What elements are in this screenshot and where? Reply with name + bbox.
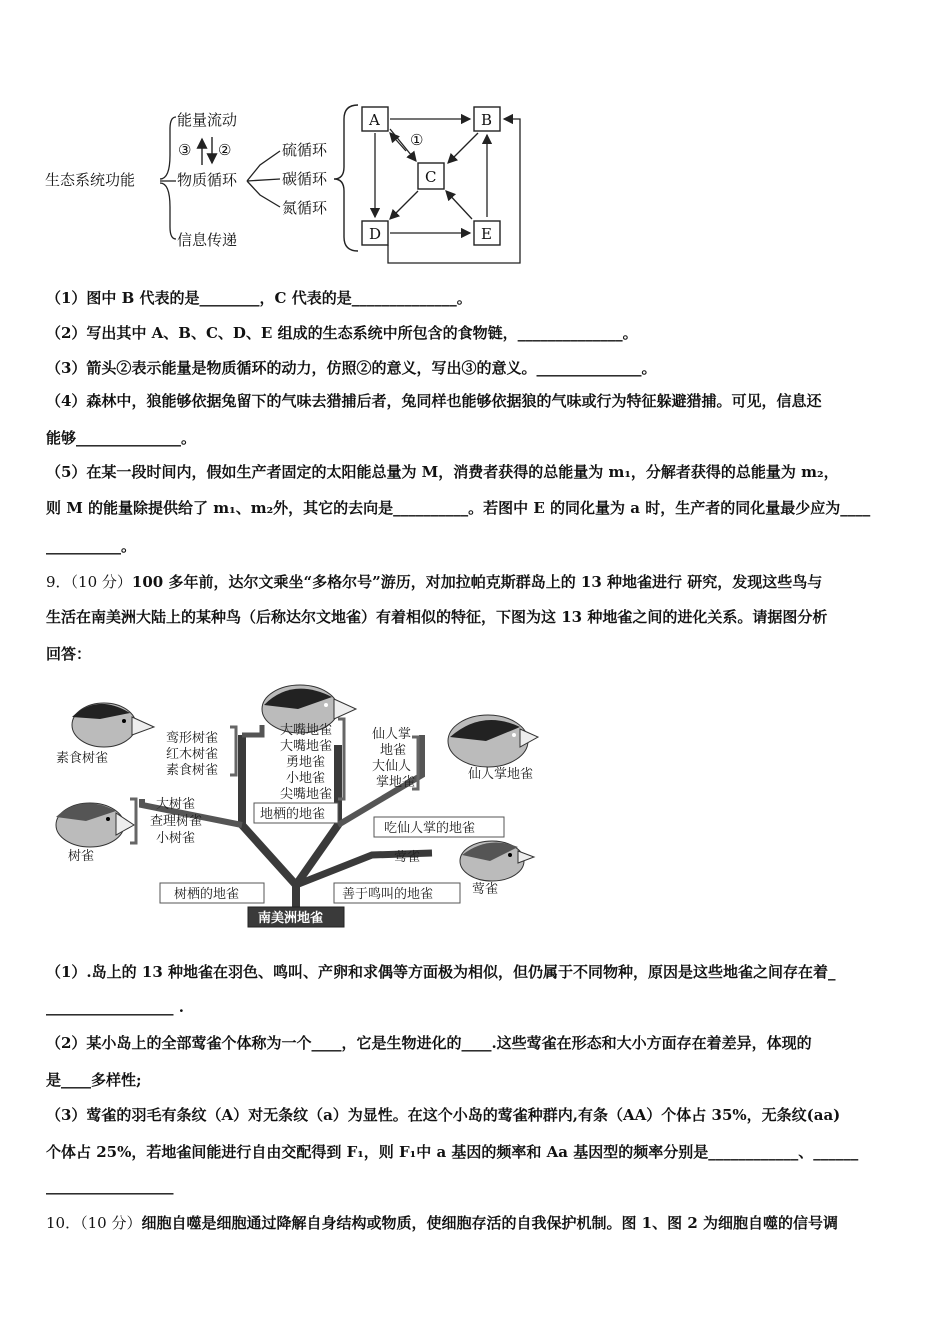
- cactus-eating-box: 吃仙人掌的地雀: [384, 821, 476, 836]
- q9-part2-line1: （2）某小岛上的全部莺雀个体称为一个____，它是生物进化的____.这些莺雀在形态和大小方面存在着差异，体现的: [46, 1034, 812, 1052]
- sulfur-cycle-label: 硫循环: [282, 141, 328, 159]
- node-e: E: [481, 225, 492, 243]
- node-d: D: [369, 225, 382, 243]
- tree-finch-label: 树雀: [68, 849, 95, 864]
- q9-number: 9．（10 分）: [46, 573, 132, 591]
- ground-finch-box: 地栖的地雀: [260, 807, 326, 822]
- root-box: 南美洲地雀: [258, 911, 324, 926]
- group2-species-2: 查理树雀: [150, 814, 203, 829]
- group3-species-1: 大嘴地雀: [280, 723, 333, 738]
- q9-part2-line2: 是____多样性;: [46, 1071, 142, 1089]
- q8-part3: （3）箭头②表示能量是物质循环的动力，仿照②的意义，写出③的意义。______________。: [46, 359, 657, 377]
- carbon-cycle-label: 碳循环: [282, 170, 328, 188]
- q9-intro-line2: 生活在南美洲大陆上的某种鸟（后称达尔文地雀）有着相似的特征，下图为这 13 种地雀之间的进化关系。请据图分析: [46, 608, 828, 626]
- tree-finch-head-icon: [56, 803, 134, 847]
- group4-line-1: 仙人掌: [372, 727, 412, 742]
- cactus-finch-head-icon: [448, 715, 538, 767]
- energy-flow-label: 能量流动: [177, 111, 238, 129]
- info-transfer-label: 信息传递: [177, 231, 238, 249]
- group2-species-3: 小树雀: [156, 831, 196, 846]
- q9-part3-line1: （3）莺雀的羽毛有条纹（A）对无条纹（a）为显性。在这个小岛的莺雀种群内,有条（AA）个体占 35%，无条纹(aa): [46, 1106, 841, 1124]
- group4-line-2: 地雀: [380, 743, 407, 758]
- arrow-1-label: ①: [410, 131, 424, 149]
- nitrogen-cycle-label: 氮循环: [282, 199, 328, 217]
- group4-line-3: 大仙人: [372, 759, 412, 774]
- q10-text: 细胞自噬是细胞通过降解自身结构或物质，使细胞存活的自我保护机制。图 1、图 2 为细胞自噬的信号调: [141, 1214, 838, 1232]
- warbler-finch-label: 莺雀: [472, 882, 499, 897]
- arrow-2-label: ②: [218, 141, 232, 159]
- singing-finch-box: 善于鸣叫的地雀: [342, 887, 434, 902]
- ecosystem-diagram: [40, 95, 530, 270]
- node-c: C: [425, 168, 437, 186]
- q9-part3-line3: _________________: [46, 1177, 174, 1195]
- q8-part4-line2: 能够______________。: [46, 429, 197, 447]
- q8-part5-line3: __________。: [46, 537, 137, 555]
- node-b: B: [481, 111, 493, 129]
- warbler-branch-label: 莺雀: [394, 850, 421, 865]
- q9-intro-line3: 回答：: [46, 645, 92, 663]
- node-a: A: [369, 111, 380, 129]
- q8-part5-line2: 则 M 的能量除提供给了 m₁、m₂外，其它的去向是__________。若图中 E 的同化量为 a 时，生产者的同化量最少应为____: [46, 499, 871, 517]
- matter-cycle-label: 物质循环: [177, 171, 238, 189]
- root-label: 生态系统功能: [45, 171, 136, 189]
- q9-intro-line1: [46, 571, 822, 592]
- q9-part1-line2: _________________ .: [46, 998, 184, 1016]
- q10-line1: [46, 1212, 838, 1233]
- group4-line-4: 掌地雀: [376, 775, 416, 790]
- group3-species-4: 小地雀: [286, 771, 326, 786]
- tree-dwelling-box: 树栖的地雀: [174, 887, 240, 902]
- q8-part4-line1: （4）森林中，狼能够依据兔留下的气味去猎捕后者，兔同样也能够依据狼的气味或行为特征躲避猎捕。可见，信息还: [46, 392, 822, 410]
- group3-species-5: 尖嘴地雀: [280, 787, 333, 802]
- q8-part1: （1）图中 B 代表的是________，C 代表的是______________。: [46, 289, 472, 307]
- q9-part3-line2: 个体占 25%，若地雀间能进行自由交配得到 F₁，则 F₁中 a 基因的频率和 Aa 基因型的频率分别是____________、______: [46, 1143, 859, 1161]
- group1-species-3: 素食树雀: [166, 763, 219, 778]
- group3-species-2: 大嘴地雀: [280, 739, 333, 754]
- q8-part5-line1: （5）在某一段时间内，假如生产者固定的太阳能总量为 M，消费者获得的总能量为 m₁，分解者获得的总能量为 m₂，: [46, 463, 839, 481]
- warbler-finch-head-icon: [460, 841, 534, 881]
- group2-species-1: 大树雀: [156, 797, 196, 812]
- q8-part2: （2）写出其中 A、B、C、D、E 组成的生态系统中所包含的食物链，______________。: [46, 324, 638, 342]
- group3-species-3: 勇地雀: [286, 755, 326, 770]
- group1-species-2: 红木树雀: [166, 747, 219, 762]
- seed-finch-head-icon: [72, 703, 154, 747]
- q9-intro-text: 100 多年前，达尔文乘坐“多格尔号”游历，对加拉帕克斯群岛上的 13 种地雀进行 研究，发现这些鸟与: [131, 573, 823, 591]
- q10-number: 10．（10 分）: [46, 1214, 142, 1232]
- q9-part1-line1: （1）.岛上的 13 种地雀在羽色、鸣叫、产卵和求偶等方面极为相似，但仍属于不同物种，原因是这些地雀之间存在着_: [46, 963, 836, 981]
- finch-evolution-tree: [42, 675, 542, 930]
- group1-species-1: 鸾形树雀: [166, 731, 219, 746]
- cactus-finch-label: 仙人掌地雀: [468, 767, 534, 782]
- arrow-3-label: ③: [178, 141, 192, 159]
- seed-finch-label: 素食树雀: [56, 751, 109, 766]
